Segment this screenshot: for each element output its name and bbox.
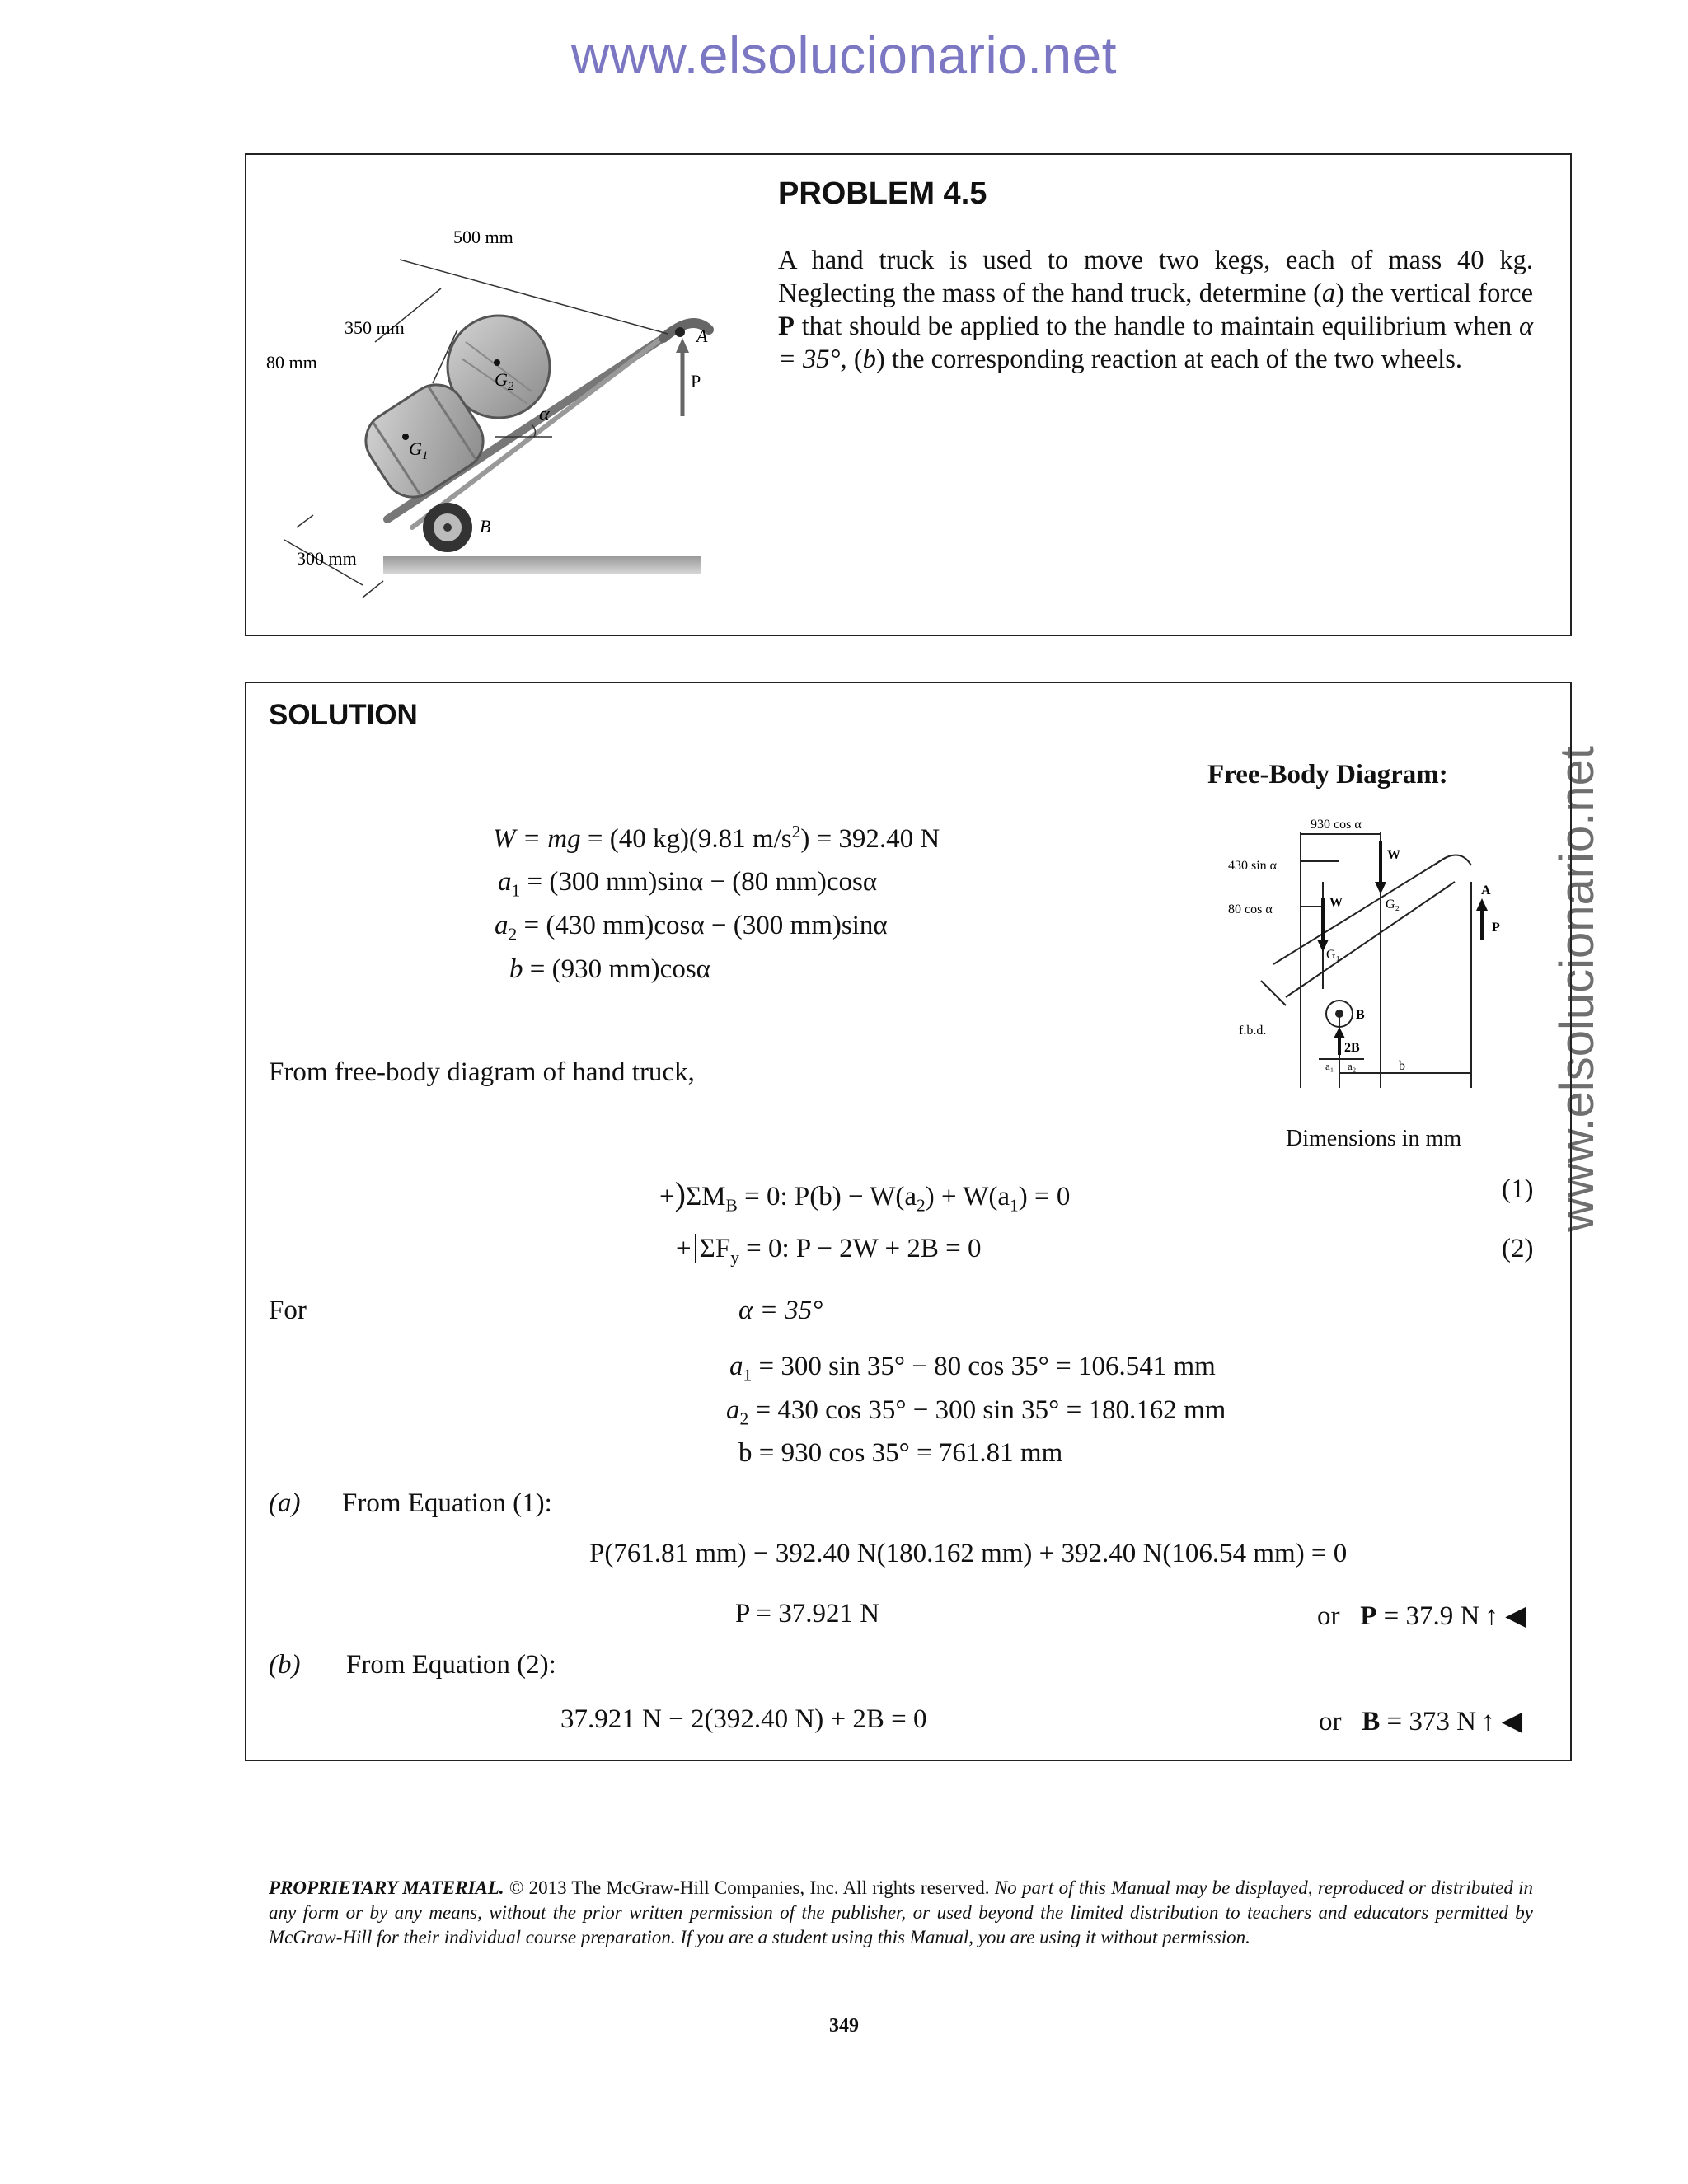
answer-b: or B = 373 N ↑ ◀	[1319, 1707, 1523, 1736]
label-g2: $G_2$	[495, 369, 514, 393]
fbd-label-fbd: f.b.d.	[1239, 1024, 1267, 1038]
label-a: A	[696, 326, 708, 346]
hand-truck-figure	[247, 165, 775, 626]
fbd-label-g1: G₁	[1326, 948, 1341, 962]
label-g1: $G_1$	[409, 438, 429, 462]
eq-force: + $\Sigma F_y = 0$: P − 2W + 2B = 0	[676, 1234, 982, 1268]
part-a-label: (a)	[269, 1488, 301, 1518]
fbd-label-2b: 2B	[1344, 1041, 1360, 1055]
fbd-label-bdim: b	[1399, 1059, 1405, 1073]
dim-350-label: 350 mm	[345, 317, 405, 338]
dim-line-500	[400, 260, 668, 334]
ground	[383, 556, 701, 574]
eq-p-result: P = 37.921 N	[735, 1599, 880, 1629]
part-b-text: From Equation (2):	[346, 1650, 556, 1680]
fbd-title: Free-Body Diagram:	[1207, 760, 1448, 790]
fbd-label-430: 430 sin α	[1228, 859, 1278, 873]
b-calc: b = 930 cos 35° = 761.81 mm	[738, 1438, 1063, 1468]
eq-weight: W = mg = (40 kg)(9.81 $m/s^2) = 392.40$ N	[493, 822, 940, 854]
fbd-label-a1: a₁	[1325, 1060, 1334, 1072]
a2-calc: $a_2 = 430$ cos 35° − 300 sin 35° = 180.162 mm	[726, 1395, 1226, 1429]
part-b-label: (b)	[269, 1650, 301, 1680]
fbd-label-a: A	[1481, 883, 1491, 898]
dim-80-label: 80 mm	[266, 352, 317, 373]
watermark-top: www.elsolucionario.net	[571, 26, 1117, 85]
dimensions-note: Dimensions in mm	[1286, 1126, 1462, 1151]
eq-number-1: (1)	[1502, 1174, 1534, 1204]
label-b: B	[480, 516, 491, 537]
fbd-label-b: B	[1356, 1008, 1365, 1022]
for-label: For	[269, 1296, 307, 1325]
answer-p: or P = 37.9 N ↑ ◀	[1317, 1601, 1526, 1631]
fbd-label-w1: W	[1329, 896, 1343, 910]
fbd-label-p: P	[1492, 921, 1500, 935]
dim-300-label: 300 mm	[297, 548, 357, 569]
free-body-diagram	[1224, 808, 1512, 1104]
eq-b-full: 37.921 N − 2(392.40 N) + 2B = 0	[560, 1704, 927, 1734]
fbd-label-930: 930 cos α	[1311, 818, 1362, 832]
fbd-label-g2: G₂	[1386, 898, 1400, 912]
label-alpha: α	[539, 404, 550, 425]
part-a-text: From Equation (1):	[342, 1488, 552, 1518]
page-number: 349	[829, 2015, 859, 2036]
problem-title: PROBLEM 4.5	[778, 176, 987, 211]
eq-number-2: (2)	[1502, 1234, 1534, 1263]
problem-statement: A hand truck is used to move two kegs, each of mass 40 kg. Neglecting the mass of the hand truck, determine (a) the vertical force P that should be applied to the handle to maintain equilibrium when α = 35°, (b) the corresponding reaction at each of the two wheels.	[778, 246, 1533, 374]
a1-calc: $a_1 = 300$ sin 35° − 80 cos 35° = 106.541 mm	[729, 1352, 1216, 1385]
eq-b-def: b = (930 mm)cosα	[509, 954, 710, 984]
eq-moment: $+)\Sigma M_B = 0$: $P(b) - W(a_2) + W(a_1) = 0$	[659, 1175, 1071, 1216]
dim-500-label: 500 mm	[453, 227, 513, 247]
eq-p-full: P(761.81 mm) − 392.40 N(180.162 mm) + 392.40 N(106.54 mm) = 0	[589, 1539, 1348, 1568]
eq-a1-def: $a_1 = (300$ mm)sinα − (80 mm)cosα	[498, 867, 878, 901]
footer-disclaimer: PROPRIETARY MATERIAL. © 2013 The McGraw-Hill Companies, Inc. All rights reserved. No part of this Manual may be displayed, reproduced or distributed in any form or by any means, without the prior written permission of the publisher, or used beyond the limited distribution to teachers and educators permitted by McGraw-Hill for their individual course preparation. If you are a student using this Manual, you are using it without permission.	[269, 1877, 1533, 1947]
from-fbd-text: From free-body diagram of hand truck,	[269, 1057, 695, 1087]
eq-a2-def: $a_2 = (430$ mm)cosα − (300 mm)sinα	[495, 911, 888, 944]
solution-title: SOLUTION	[269, 699, 418, 731]
fbd-label-80: 80 cos α	[1228, 902, 1273, 916]
label-p: P	[691, 371, 701, 391]
fbd-label-a2: a₂	[1348, 1060, 1357, 1072]
fbd-label-w2: W	[1387, 848, 1400, 862]
alpha-value: α = 35°	[738, 1296, 823, 1325]
watermark-side: www.elsolucionario.net	[1550, 746, 1604, 1232]
